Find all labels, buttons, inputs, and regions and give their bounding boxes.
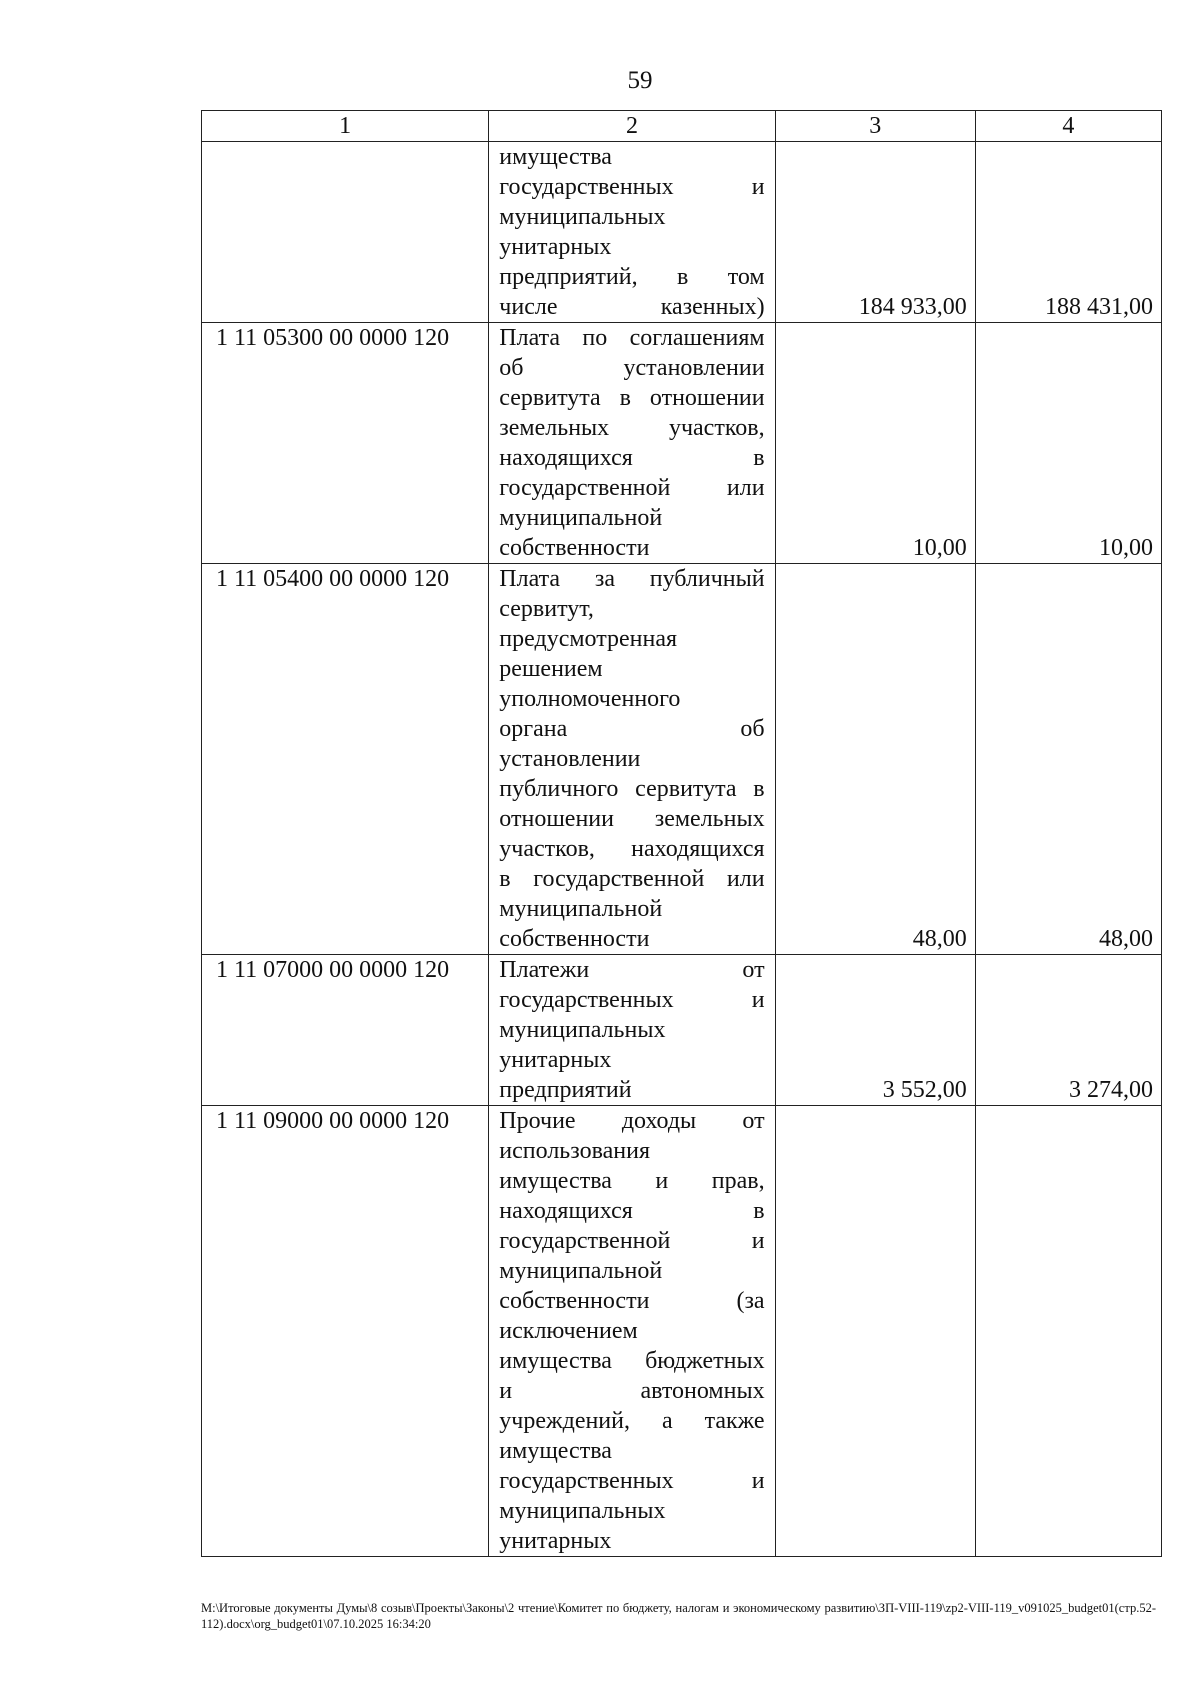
revenue-name-line: унитарных <box>499 1047 612 1073</box>
revenue-name-line: муниципальной <box>499 1258 663 1284</box>
footer-file-path: M:\Итоговые документы Думы\8 созыв\Проекты\Законы\2 чтение\Комитет по бюджету, налогам и экономическому развитию\ЗП-VIII-119\zp2-VIII-119_v091025_budget01(стр.52-112).docx\org_budget01\07.10.2025 16:34:20 <box>201 1601 1156 1631</box>
revenue-name-line: муниципальных <box>499 204 666 230</box>
revenue-name-cell <box>489 1106 775 1557</box>
revenue-name-cell <box>489 323 775 564</box>
revenue-name-line: унитарных <box>499 1528 612 1554</box>
table-row <box>202 564 1162 955</box>
revenue-name-line: участков, находящихся <box>499 836 765 862</box>
column-header-1: 1 <box>202 111 489 142</box>
budget-code-cell <box>202 142 489 323</box>
column-header-4: 4 <box>975 111 1161 142</box>
revenue-name-cell <box>489 955 775 1106</box>
page-number: 59 <box>627 67 653 94</box>
revenue-name-line: отношении земельных <box>499 806 765 832</box>
value-column-3-cell: 3 552,00 <box>775 955 975 1106</box>
value-column-3-cell: 48,00 <box>775 564 975 955</box>
revenue-name-line: имущества <box>499 144 612 170</box>
value-column-4-cell: 188 431,00 <box>975 142 1161 323</box>
value-column-3-cell: 10,00 <box>775 323 975 564</box>
revenue-name-line: собственности <box>499 535 650 561</box>
revenue-name-line: государственных и <box>499 987 765 1013</box>
budget-code-cell: 1 11 05400 00 0000 120 <box>202 564 489 955</box>
value-column-4-cell: 10,00 <box>975 323 1161 564</box>
value-column-4-cell: 48,00 <box>975 564 1161 955</box>
value-column-4-cell: 3 274,00 <box>975 955 1161 1106</box>
budget-code-cell: 1 11 07000 00 0000 120 <box>202 955 489 1106</box>
revenue-name-line: предусмотренная <box>499 626 678 652</box>
revenue-name-line: органа об <box>499 716 765 742</box>
table-row <box>202 142 1162 323</box>
revenue-name-line: имущества <box>499 1438 612 1464</box>
table-row <box>202 1106 1162 1557</box>
value-column-3-cell <box>775 1106 975 1557</box>
revenue-name-cell <box>489 142 775 323</box>
revenue-name-line: предприятий <box>499 1077 632 1103</box>
revenue-name-line: собственности (за <box>499 1288 765 1314</box>
revenue-name-line: и автономных <box>499 1378 765 1404</box>
revenue-name-line: муниципальной <box>499 896 663 922</box>
revenue-name-line: имущества бюджетных <box>499 1348 765 1374</box>
revenue-name-line: муниципальных <box>499 1017 666 1043</box>
revenue-name-line: предприятий, в том <box>499 264 765 290</box>
revenue-name-line: находящихся в <box>499 1198 765 1224</box>
revenue-name-line: установлении <box>499 746 641 772</box>
revenue-name-line: сервитута в отношении <box>499 385 765 411</box>
revenue-name-line: об установлении <box>499 355 765 381</box>
revenue-name-line: решением <box>499 656 603 682</box>
revenue-name-line: собственности <box>499 926 650 952</box>
column-header-2: 2 <box>489 111 775 142</box>
header-row <box>202 111 1162 142</box>
revenue-name-line: сервитут, <box>499 596 594 622</box>
value-column-4-cell <box>975 1106 1161 1557</box>
revenue-name-line: Плата по соглашениям <box>499 325 765 351</box>
revenue-name-line: государственной и <box>499 1228 765 1254</box>
revenue-name-line: в государственной или <box>499 866 765 892</box>
revenue-name-line: муниципальных <box>499 1498 666 1524</box>
revenue-name-line: учреждений, а также <box>499 1408 765 1434</box>
revenue-name-line: Прочие доходы от <box>499 1108 765 1134</box>
revenue-name-line: использования <box>499 1138 650 1164</box>
revenue-name-cell <box>489 564 775 955</box>
revenue-name-line: исключением <box>499 1318 638 1344</box>
revenue-name-line: находящихся в <box>499 445 765 471</box>
table-row <box>202 955 1162 1106</box>
revenue-name-line: государственных и <box>499 174 765 200</box>
budget-table <box>201 110 1162 1557</box>
revenue-name-line: земельных участков, <box>499 415 765 441</box>
table-row <box>202 323 1162 564</box>
revenue-name-line: Плата за публичный <box>499 566 765 592</box>
revenue-name-line: имущества и прав, <box>499 1168 765 1194</box>
revenue-name-line: муниципальной <box>499 505 663 531</box>
column-header-3: 3 <box>775 111 975 142</box>
budget-code-cell: 1 11 05300 00 0000 120 <box>202 323 489 564</box>
revenue-name-line: государственной или <box>499 475 765 501</box>
revenue-name-line: уполномоченного <box>499 686 681 712</box>
table-body <box>202 111 1162 1557</box>
revenue-name-line: унитарных <box>499 234 612 260</box>
budget-code-cell: 1 11 09000 00 0000 120 <box>202 1106 489 1557</box>
revenue-name-line: Платежи от <box>499 957 765 983</box>
revenue-name-line: публичного сервитута в <box>499 776 765 802</box>
revenue-name-line: числе казенных) <box>499 294 765 320</box>
value-column-3-cell: 184 933,00 <box>775 142 975 323</box>
revenue-name-line: государственных и <box>499 1468 765 1494</box>
